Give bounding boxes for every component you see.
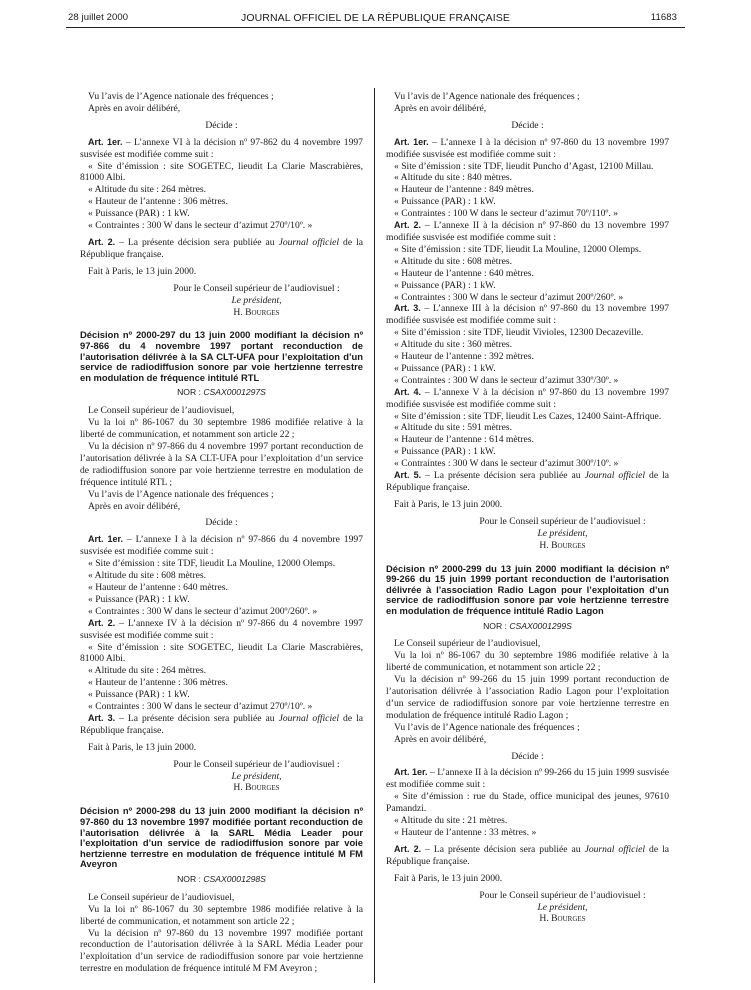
- list-item: « Hauteur de l’antenne : 306 mètres.: [88, 196, 228, 208]
- article-text: – La présente décision sera publiée au: [421, 470, 585, 482]
- list-item: « Site d’émission : site SOGETEC, lieudit La Clarie Mascrabières, 81000 Albi.: [80, 160, 363, 184]
- signature-block: [386, 890, 669, 926]
- article: [386, 470, 669, 494]
- article: [386, 303, 669, 327]
- signature-role: Le président,: [537, 901, 588, 913]
- signature-role: Le président,: [231, 294, 282, 306]
- article-text: de la République française.: [386, 843, 669, 867]
- list-item: « Puissance (PAR) : 1 kW.: [394, 196, 496, 208]
- signature-name: H. Bourges: [233, 306, 280, 318]
- list-item: « Contraintes : 300 W dans le secteur d’azimut 200º/260º. »: [394, 291, 624, 303]
- paragraph: Vu l’avis de l’Agence nationale des fréquences ;: [394, 721, 580, 733]
- nor-reference: [80, 874, 363, 886]
- signature-title: [80, 771, 363, 783]
- list-item: « Contraintes : 300 W dans le secteur d’azimut 270º/10º. »: [88, 701, 313, 713]
- paragraph: Le Conseil supérieur de l’audiovisuel,: [88, 405, 235, 417]
- list-item: « Site d’émission : site SOGETEC, lieudit La Clarie Mascrabières, 81000 Albi.: [80, 641, 363, 665]
- article-text: de la République française.: [80, 712, 363, 736]
- article-label: Art. 5.: [394, 470, 422, 481]
- date-line: Fait à Paris, le 13 juin 2000.: [88, 265, 197, 277]
- list-item: « Site d’émission : rue du Stade, office municipal des jeunes, 97610 Pamandzi.: [386, 791, 669, 815]
- article-text: – L’annexe II à la décision nº 99-266 du 15 juin 1999 susvisée est modifiée comme suit :: [386, 767, 669, 791]
- article-text: – L’annexe IV à la décision nº 97-866 du 4 novembre 1997 susvisée est modifiée comme suit :: [80, 617, 363, 641]
- list-item: « Site d’émission : site TDF, lieudit La Mouline, 12000 Olemps.: [394, 243, 642, 255]
- decide-heading: Décide :: [205, 119, 238, 131]
- journal-name: Journal officiel: [278, 712, 340, 724]
- journal-name: Journal officiel: [584, 843, 646, 855]
- article: [386, 844, 669, 868]
- list-item: « Contraintes : 300 W dans le secteur d’azimut 330º/30º. »: [394, 374, 619, 386]
- list-item: « Site d’émission : site TDF, lieudit La Mouline, 12000 Olemps.: [88, 558, 336, 570]
- date-line: Fait à Paris, le 13 juin 2000.: [394, 498, 503, 510]
- list-item: « Altitude du site : 840 mètres.: [394, 172, 513, 184]
- signature-role: Le président,: [537, 527, 588, 539]
- article-text: de la République française.: [80, 236, 363, 260]
- decide-heading: Décide :: [205, 517, 238, 529]
- article-label: Art. 1er.: [394, 136, 429, 147]
- article-label: Art. 1er.: [88, 534, 124, 545]
- article-text: – L’annexe VI à la décision nº 97-862 du 4 novembre 1997 susvisée est modifiée comme suit :: [80, 136, 363, 160]
- decision-title: Décision nº 2000-298 du 13 juin 2000 modifiant la décision nº 97-860 du 13 novembre 1997 modifiée portant reconduction de l’autorisation délivrée à la SARL Média Leader pour l’exploitation d’un service de radiodiffusion sonore par voie hertzienne terrestre en modulation de fréquence intitulé M FM Aveyron: [80, 805, 363, 870]
- article-text: de la République française.: [386, 470, 669, 493]
- list-item: « Hauteur de l’antenne : 306 mètres.: [88, 677, 228, 689]
- signature-line: Pour le Conseil supérieur de l’audiovisuel :: [479, 515, 646, 527]
- list-item: « Altitude du site : 608 mètres.: [394, 255, 513, 267]
- article-label: Art. 1er.: [88, 136, 123, 147]
- article-label: Art. 4.: [394, 386, 421, 397]
- decide-heading: Décide :: [511, 119, 544, 131]
- signature-line: Pour le Conseil supérieur de l’audiovisuel :: [479, 889, 646, 901]
- signature-line: Pour le Conseil supérieur de l’audiovisuel :: [173, 282, 340, 294]
- signature-name: H. Bourges: [539, 913, 586, 925]
- header-rule: [66, 27, 685, 28]
- header-title: JOURNAL OFFICIEL DE LA RÉPUBLIQUE FRANÇAISE: [241, 12, 510, 24]
- list-item: « Altitude du site : 21 mètres.: [394, 815, 508, 827]
- paragraph: Vu l’avis de l’Agence nationale des fréquences ;: [88, 488, 274, 500]
- nor-label: NOR :: [177, 873, 204, 884]
- signature-line: Pour le Conseil supérieur de l’audiovisuel :: [173, 758, 340, 770]
- list-item: « Altitude du site : 264 mètres.: [88, 184, 207, 196]
- nor-reference: [386, 621, 669, 633]
- nor-code: CSAX0001299S: [509, 620, 572, 631]
- list-item: « Puissance (PAR) : 1 kW.: [88, 593, 190, 605]
- column-divider: [374, 88, 375, 983]
- decision-title: Décision nº 2000-297 du 13 juin 2000 modifiant la décision nº 97-866 du 4 novembre 1997 portant reconduction de l’autorisation délivrée à la SA CLT-UFA pour l’exploitation d’un service de radiodiffusion sonore par voie hertzienne terrestre en modulation de fréquence intitulé RTL: [80, 329, 363, 383]
- article-text: – La présente décision sera publiée au: [115, 236, 279, 248]
- paragraph: Après en avoir délibéré,: [394, 102, 487, 114]
- decision-title: Décision nº 2000-299 du 13 juin 2000 modifiant la décision nº 99-266 du 15 juin 1999 portant reconduction de l’autorisation délivrée à l’association Radio Lagon pour l’exploitation d’un service de radiodiffusion sonore par voie hertzienne terrestre en modulation de fréquence intitulé Radio Lagon: [386, 562, 669, 616]
- article-label: Art. 3.: [394, 303, 421, 314]
- list-item: « Altitude du site : 608 mètres.: [88, 570, 207, 582]
- signature-name: H. Bourges: [539, 539, 586, 551]
- journal-name: Journal officiel: [278, 236, 340, 248]
- list-item: « Contraintes : 300 W dans le secteur d’azimut 270º/10º. »: [88, 220, 313, 232]
- list-item: « Hauteur de l’antenne : 849 mètres.: [394, 184, 534, 196]
- paragraph: Après en avoir délibéré,: [394, 733, 487, 745]
- article-text: – L’annexe V à la décision nº 97-860 du 13 novembre 1997 modifiée susvisée est modifiée comme suit :: [386, 386, 669, 410]
- article-label: Art. 1er.: [394, 767, 428, 778]
- list-item: « Hauteur de l’antenne : 33 mètres. »: [394, 827, 537, 838]
- article: [80, 137, 363, 161]
- paragraph: Vu l’avis de l’Agence nationale des fréquences ;: [88, 91, 274, 102]
- right-column: [386, 91, 669, 925]
- article: [80, 237, 363, 261]
- paragraph: Vu la décision nº 97-866 du 4 novembre 1997 portant reconduction de l’autorisation délivrée à la SA CLT-UFA pour l’exploitation d’un service de radiodiffusion sonore par voie hertzienne terrestre en modulation de fréquence intitulé RTL ;: [80, 441, 363, 488]
- signature-block: [80, 283, 363, 319]
- signature-title: [386, 902, 669, 914]
- list-item: « Hauteur de l’antenne : 640 mètres.: [394, 267, 534, 279]
- paragraph: Après en avoir délibéré,: [88, 500, 181, 512]
- header-date: 28 juillet 2000: [68, 12, 129, 23]
- article: [386, 767, 669, 791]
- signature-title: [80, 295, 363, 307]
- signature-block: [386, 516, 669, 552]
- decide-heading: Décide :: [511, 750, 544, 762]
- article-text: – L’annexe III à la décision nº 97-860 du 13 novembre 1997 modifiée susvisée est modifiée comme suit :: [386, 303, 669, 327]
- article-text: – La présente décision sera publiée au: [115, 712, 279, 724]
- nor-reference: [80, 387, 363, 399]
- list-item: « Contraintes : 300 W dans le secteur d’azimut 200º/260º. »: [88, 605, 318, 617]
- article-text: – L’annexe I à la décision nº 97-866 du 4 novembre 1997 susvisée est modifiée comme suit :: [80, 534, 363, 558]
- article-label: Art. 3.: [88, 712, 116, 723]
- article: [80, 618, 363, 642]
- paragraph: Vu la loi nº 86-1067 du 30 septembre 1986 modifiée relative à la liberté de communication, et notamment son article 22 ;: [386, 650, 669, 674]
- list-item: « Puissance (PAR) : 1 kW.: [88, 208, 190, 220]
- list-item: « Puissance (PAR) : 1 kW.: [394, 362, 496, 374]
- signature-name: H. Bourges: [233, 782, 280, 794]
- signature-role: Le président,: [231, 770, 282, 782]
- list-item: « Puissance (PAR) : 1 kW.: [88, 689, 190, 701]
- article: [386, 387, 669, 411]
- list-item: « Altitude du site : 360 mètres.: [394, 339, 513, 351]
- paragraph: Le Conseil supérieur de l’audiovisuel,: [88, 891, 235, 903]
- paragraph: Vu la décision nº 99-266 du 15 juin 1999 portant reconduction de l’autorisation délivrée à l’association Radio Lagon pour l’exploitation d’un service de radiodiffusion sonore par voie hertzienne terrestre en modulation de fréquence intitulé Radio Lagon ;: [386, 674, 669, 721]
- list-item: « Puissance (PAR) : 1 kW.: [394, 279, 496, 291]
- article-label: Art. 2.: [88, 236, 116, 247]
- article-text: – L’annexe II à la décision nº 97-860 du 13 novembre 1997 modifiée susvisée est modifiée comme suit :: [386, 220, 669, 243]
- list-item: « Contraintes : 100 W dans le secteur d’azimut 70º/110º. »: [394, 208, 618, 220]
- article-text: – La présente décision sera publiée au: [421, 843, 585, 855]
- signature-block: [80, 759, 363, 795]
- paragraph: Après en avoir délibéré,: [88, 102, 181, 114]
- article-label: Art. 2.: [394, 220, 421, 231]
- article: [80, 534, 363, 558]
- list-item: « Site d’émission : site TDF, lieudit Puncho d’Agast, 12100 Millau.: [394, 160, 654, 172]
- paragraph: Le Conseil supérieur de l’audiovisuel,: [394, 638, 541, 650]
- article: [386, 220, 669, 244]
- journal-name: Journal officiel: [584, 470, 646, 482]
- nor-code: CSAX0001298S: [203, 873, 266, 884]
- list-item: « Contraintes : 300 W dans le secteur d’azimut 300º/10º. »: [394, 458, 619, 470]
- list-item: « Hauteur de l’antenne : 614 mètres.: [394, 434, 534, 446]
- article-label: Art. 2.: [88, 617, 116, 628]
- list-item: « Site d’émission : site TDF, lieudit Les Cazes, 12400 Saint-Affrique.: [394, 410, 662, 422]
- paragraph: Vu la loi nº 86-1067 du 30 septembre 1986 modifiée relative à la liberté de communication, et notamment son article 22 ;: [80, 903, 363, 927]
- paragraph: Vu l’avis de l’Agence nationale des fréquences ;: [394, 91, 580, 102]
- date-line: Fait à Paris, le 13 juin 2000.: [394, 872, 503, 884]
- list-item: « Puissance (PAR) : 1 kW.: [394, 446, 496, 458]
- nor-label: NOR :: [483, 620, 510, 631]
- paragraph: Vu la décision nº 97-860 du 13 novembre 1997 modifiée portant reconduction de l’autorisation délivrée à la SARL Média Leader pour l’exploitation d’un service de radiodiffusion sonore par voie hertzienne terrestre en modulation de fréquence intitulé M FM Aveyron ;: [80, 927, 363, 975]
- list-item: « Site d’émission : site TDF, lieudit Vivioles, 12300 Decazeville.: [394, 327, 644, 339]
- list-item: « Hauteur de l’antenne : 640 mètres.: [88, 581, 228, 593]
- left-column: [80, 91, 363, 975]
- article: [386, 137, 669, 161]
- article-text: – L’annexe I à la décision nº 97-860 du 13 novembre 1997 modifiée susvisée est modifiée comme suit :: [386, 136, 669, 160]
- nor-label: NOR :: [177, 387, 204, 398]
- paragraph: Vu la loi nº 86-1067 du 30 septembre 1986 modifiée relative à la liberté de communication, et notamment son article 22 ;: [80, 417, 363, 441]
- date-line: Fait à Paris, le 13 juin 2000.: [88, 741, 197, 753]
- list-item: « Hauteur de l’antenne : 392 mètres.: [394, 351, 534, 363]
- list-item: « Altitude du site : 264 mètres.: [88, 665, 207, 677]
- signature-title: [386, 528, 669, 540]
- header-page-number: 11683: [650, 12, 677, 23]
- article-label: Art. 2.: [394, 843, 422, 854]
- article: [80, 713, 363, 737]
- nor-code: CSAX0001297S: [203, 387, 266, 398]
- list-item: « Altitude du site : 591 mètres.: [394, 422, 513, 434]
